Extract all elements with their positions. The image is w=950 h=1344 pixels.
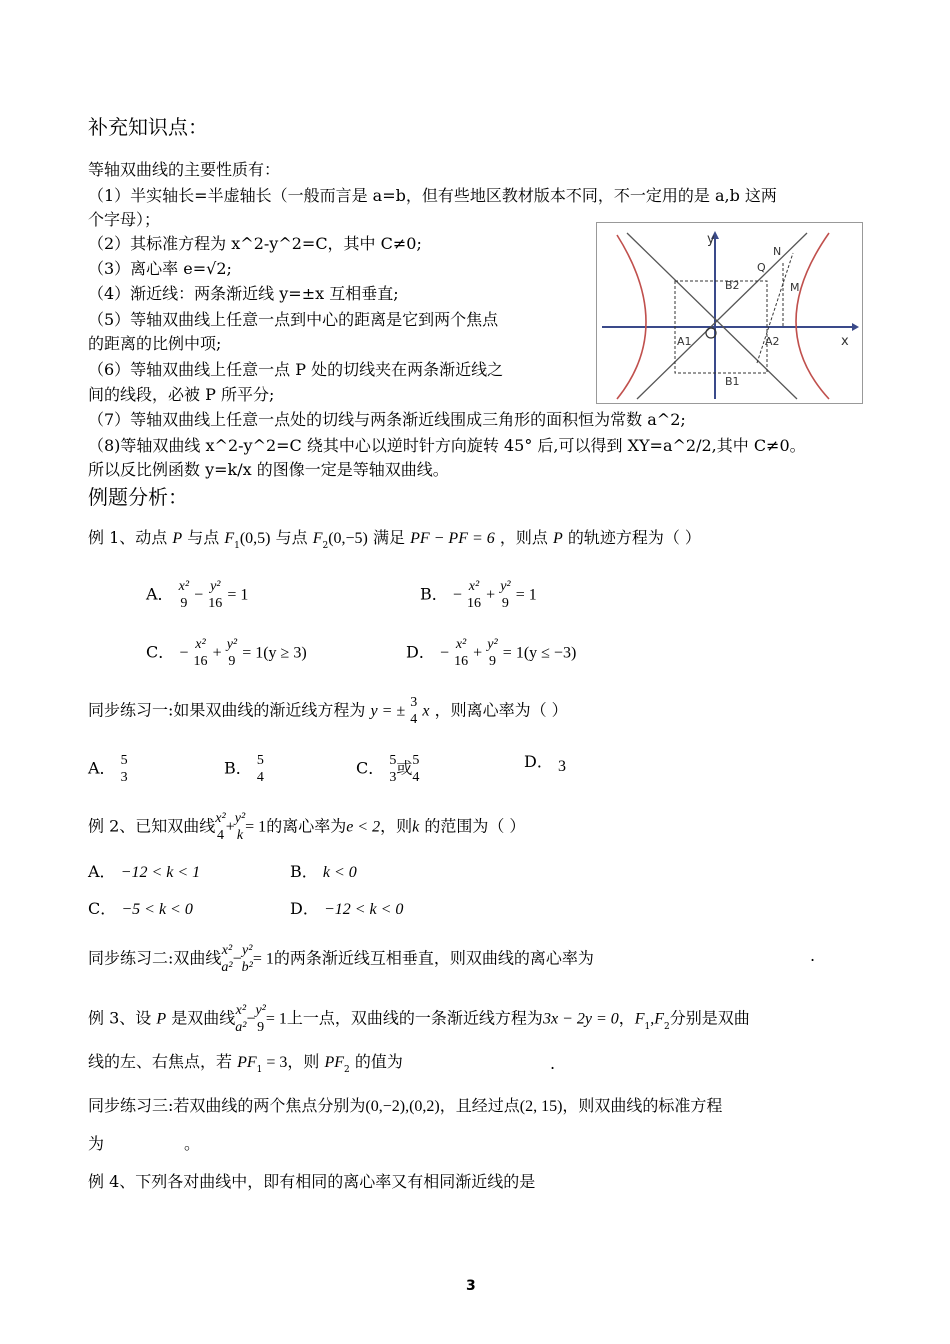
example-1-question	[88, 528, 701, 551]
ex3-pf1: PF	[237, 1054, 257, 1071]
prac1-den: 4	[410, 712, 418, 727]
prac1-num: 3	[410, 695, 418, 710]
prac3-text1: 同步练习三:若双曲线的两个焦点分别为	[88, 1096, 366, 1115]
property-1b: 个字母）；	[88, 210, 161, 229]
ex1-option-a-eq: = 1	[227, 586, 249, 604]
property-2: （2）其标准方程为 x^2-y^2=C，其中 C≠0;	[88, 234, 422, 253]
prac1-c-frac2: 5 4	[412, 753, 420, 785]
ex1-option-d-cond: = 1(y ≤ −3)	[502, 644, 577, 662]
prac1-c-frac1: 5 3	[389, 753, 397, 785]
ex1-option-a-label: A．	[146, 584, 174, 604]
ex1-option-d-label: D．	[406, 642, 435, 662]
ex1-option-c[interactable]: C． − x² 16 + y² 9 = 1(y ≥ 3)	[146, 637, 307, 669]
ex3-line2c: 的值为	[349, 1052, 403, 1071]
ex1-text4: 满足	[367, 528, 411, 547]
frac-y2-9: y² 9	[500, 579, 511, 611]
heading-supplement: 补充知识点：	[88, 115, 208, 139]
prac1-option-d[interactable]	[524, 752, 566, 773]
ex1-point-p2: P	[552, 530, 563, 547]
practice-2-question: 同步练习二:双曲线 x² a² − y² b² = 1的两条渐近线互相垂直，则双曲线的离心率为	[88, 943, 594, 975]
ex1-condition: PF − PF = 6	[410, 530, 495, 547]
ex2-d-val: −12 < k < 0	[323, 901, 404, 918]
frac-y2-16: y² 16	[208, 579, 223, 611]
ex2-option-b[interactable]: B． k < 0	[290, 862, 357, 881]
label-A2: A2	[765, 335, 780, 348]
prac1-option-b[interactable]	[224, 752, 264, 786]
prac1-option-c[interactable]	[356, 752, 419, 786]
frac-x2-9: x² 9	[178, 579, 190, 611]
ex1-option-d[interactable]: D． − x² 16 + y² 9 = 1(y ≤ −3)	[406, 637, 577, 669]
prac1-a-frac: 5 3	[120, 753, 128, 785]
prac1-frac	[410, 694, 417, 728]
label-N: N	[773, 245, 782, 258]
ex1-text2: 与点	[182, 528, 225, 547]
label-x: x	[841, 334, 849, 349]
ex3-text4: ，	[618, 1008, 635, 1028]
prac1-option-a[interactable]	[88, 752, 128, 786]
property-6a: （6）等轴双曲线上任意一点 P 处的切线夹在两条渐近线之	[88, 360, 504, 379]
example-3-line2: 线的左、右焦点，若 $PF_1 = 3$，则 $PF_2$ 的值为	[88, 1052, 403, 1075]
label-A1: A1	[677, 335, 692, 348]
ex2-c-val: −5 < k < 0	[121, 901, 193, 918]
prac3-text2: ，且经过点	[439, 1096, 520, 1115]
ex2-option-d[interactable]: D． −12 < k < 0	[290, 899, 404, 918]
ex1-f2: F	[312, 530, 323, 547]
ex2-k: k	[412, 818, 420, 836]
property-8a: （8)等轴双曲线 x^2-y^2=C 绕其中心以逆时针方向旋转 45° 后,可以得到 XY=a^2/2,其中 C≠0。	[88, 436, 806, 455]
heading-examples: 例题分析：	[88, 485, 188, 509]
asymptote-1	[627, 233, 797, 399]
hyperbola-diagram	[597, 223, 862, 403]
prac2-frac-x2-a2: x² a²	[221, 943, 233, 975]
prac3-end: 。	[184, 1134, 201, 1153]
prac2-end: .	[810, 946, 816, 965]
ex3-text5: 分别是双曲	[669, 1008, 750, 1028]
prac1-text2: ，则离心率为（ ）	[434, 700, 568, 720]
ex1-option-c-label: C．	[146, 642, 175, 662]
ex2-option-c[interactable]: C． −5 < k < 0	[88, 899, 193, 918]
ex1-text5: ，则点	[494, 528, 553, 547]
ex1-option-b-eq: = 1	[515, 586, 537, 604]
prac1-d-val: 3	[557, 758, 566, 775]
prac1-option-c-label: C．	[356, 758, 385, 778]
prac3-point: (2, 15)	[519, 1098, 563, 1115]
prac1-b-frac: 5 4	[256, 753, 264, 785]
ex2-b-val: k < 0	[322, 864, 357, 881]
ex1-point-p: P	[172, 530, 183, 547]
label-y: y	[707, 232, 715, 247]
ex3-text2: 是双曲线	[166, 1008, 236, 1028]
prac1-x: x	[422, 702, 430, 720]
frac-x2-16-c: x² 16	[193, 637, 208, 669]
label-Q: Q	[757, 261, 766, 274]
label-M: M	[790, 281, 800, 294]
ex1-option-b[interactable]: B． − x² 16 + y² 9 = 1	[420, 579, 537, 611]
ex1-text1: 例 1、动点	[88, 528, 173, 547]
ex1-f1: F	[224, 530, 235, 547]
x-axis-arrow	[852, 323, 859, 331]
ex1-f1-sub: 1	[234, 541, 240, 551]
ex2-option-a[interactable]: A． −12 < k < 1	[88, 862, 201, 881]
practice-3-question	[88, 1096, 722, 1117]
ex3-line2b: ，则	[287, 1052, 325, 1071]
ex3-line2a: 线的左、右焦点，若	[88, 1052, 238, 1071]
asymptote-2	[637, 233, 807, 399]
ex1-text6: 的轨迹方程为（ ）	[562, 528, 701, 547]
ex2-frac-y2-k: y² k	[234, 811, 246, 843]
frac-y2-9-c: y² 9	[226, 637, 238, 669]
ex3-end: .	[550, 1054, 556, 1073]
hyperbola-figure	[596, 222, 863, 404]
page-number: 3	[466, 1278, 476, 1294]
label-B2: B2	[725, 279, 740, 292]
ex3-text1: 例 3、设	[88, 1008, 157, 1028]
ex2-text3: ，则	[380, 816, 413, 836]
ex1-text3: 与点	[270, 528, 313, 547]
ex1-option-b-label: B．	[420, 584, 448, 604]
property-4: （4）渐近线：两条渐近线 y=±x 互相垂直;	[88, 284, 399, 303]
ex1-option-c-cond: = 1(y ≥ 3)	[242, 644, 307, 662]
prac1-or: 或	[396, 758, 413, 778]
practice-3-line2: 为	[88, 1134, 105, 1153]
prac1-option-d-label: D．	[524, 752, 553, 771]
ex2-a-val: −12 < k < 1	[120, 864, 201, 881]
ex2-e: e < 2	[346, 818, 381, 836]
prac2-text2: 的两条渐近线互相垂直，则双曲线的离心率为	[273, 948, 594, 968]
frac-y2-9-d: y² 9	[487, 637, 498, 669]
ex2-text1: 例 2、已知双曲线	[88, 816, 216, 836]
property-5a: （5）等轴双曲线上任意一点到中心的距离是它到两个焦点	[88, 310, 499, 329]
prac3-text3: ，则双曲线的标准方程	[562, 1096, 723, 1115]
ex3-asymptote: 3x − 2y = 0	[542, 1010, 619, 1028]
prac1-text1: 同步练习一:如果双曲线的渐近线方程为	[88, 700, 371, 720]
prac1-option-b-label: B．	[224, 758, 252, 778]
prac1-option-a-label: A．	[88, 758, 116, 778]
ex3-text3: 上一点，双曲线的一条渐近线方程为	[286, 1008, 543, 1028]
intro-line: 等轴双曲线的主要性质有：	[88, 160, 281, 179]
property-1a: （1）半实轴长=半虚轴长（一般而言是 a=b，但有些地区教材版本不同，不一定用的是 a,b 这两	[88, 186, 777, 205]
label-B1: B1	[725, 375, 740, 388]
example-3-question: 例 3、设 P 是双曲线 x² a² − y² 9 = 1上一点，双曲线的一条渐近线方程为3x − 2y = 0，$F_1,F_2$分别是双曲	[88, 1003, 750, 1035]
ex2-text2: 的离心率为	[266, 816, 347, 836]
practice-1-question	[88, 694, 568, 728]
property-3: （3）离心率 e=√2;	[88, 259, 232, 278]
prac3-foci: (0,−2),(0,2)	[365, 1098, 440, 1115]
ex1-f1-coord: (0,5)	[239, 530, 271, 547]
property-7: （7）等轴双曲线上任意一点处的切线与两条渐近线围成三角形的面积恒为常数 a^2;	[88, 410, 686, 429]
frac-x2-16: x² 16	[466, 579, 481, 611]
prac1-eq: y = ±	[370, 702, 406, 720]
property-5b: 的距离的比例中项;	[88, 334, 222, 353]
hyperbola-right-branch	[796, 233, 829, 399]
ex1-f2-coord: (0,−5)	[328, 530, 368, 547]
prac2-frac-y2-b2: y² b²	[241, 943, 253, 975]
prac2-text1: 同步练习二:双曲线	[88, 948, 222, 968]
ex3-frac-y2-9: y² 9	[255, 1003, 266, 1035]
ex3-pf2: PF	[324, 1054, 345, 1071]
property-8b: 所以反比例函数 y=k/x 的图像一定是等轴双曲线。	[88, 460, 449, 479]
hyperbola-left-branch	[617, 235, 646, 399]
ex2-frac-x2-4: x² 4	[215, 811, 226, 843]
example-4-question: 例 4、下列各对曲线中，即有相同的离心率又有相同渐近线的是	[88, 1172, 536, 1191]
ex2-text4: 的范围为（ ）	[419, 816, 526, 836]
ex3-frac-x2-a2: x² a²	[235, 1003, 247, 1035]
example-2-question: 例 2、已知双曲线 x² 4 + y² k = 1的离心率为e < 2，则k 的范围为（ ）	[88, 811, 526, 843]
ex1-f2-sub: 2	[322, 541, 329, 551]
ex1-option-a[interactable]: A． x² 9 − y² 16 = 1	[146, 579, 249, 611]
frac-x2-16-d: x² 16	[454, 637, 469, 669]
property-6b: 间的线段，必被 P 所平分;	[88, 385, 275, 404]
ex3-pf1-eq: = 3	[262, 1054, 288, 1071]
